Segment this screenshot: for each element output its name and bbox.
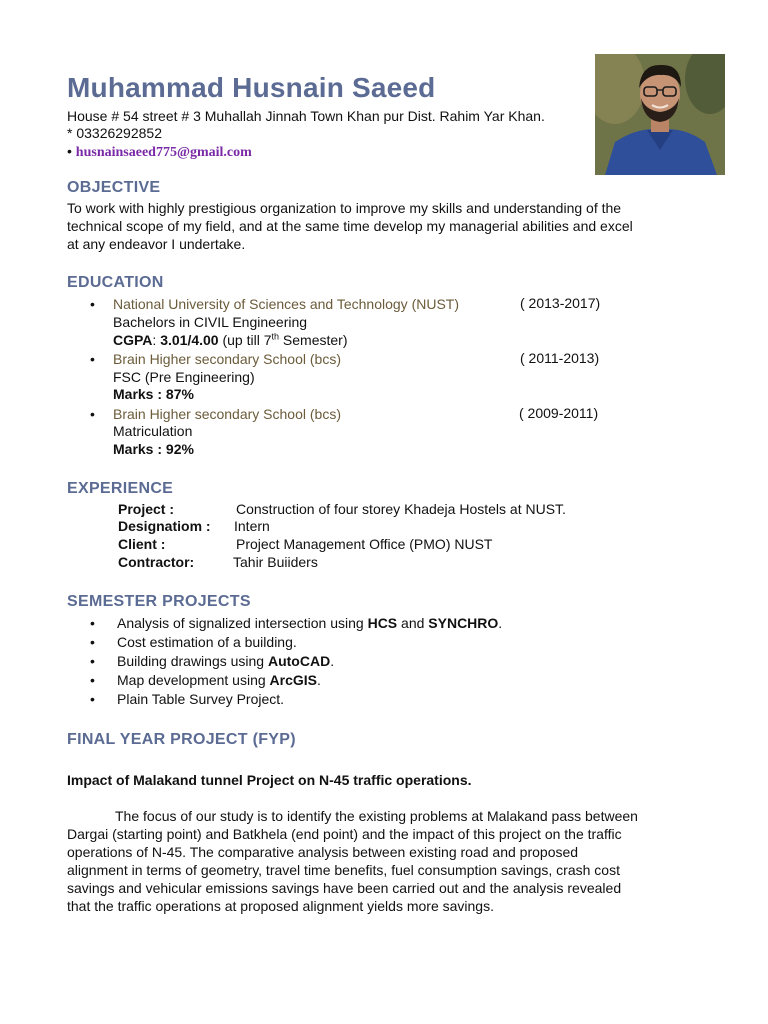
fyp-line: operations of N-45. The comparative analysis between existing road and proposed (67, 844, 579, 860)
semester-project-item (117, 671, 321, 689)
project-bullet: • (90, 672, 95, 688)
experience-value: Intern (234, 518, 270, 534)
project-text: Cost estimation of a building. (117, 634, 297, 650)
education-school: National University of Sciences and Technology (NUST) (113, 296, 460, 312)
education-degree: Matriculation (113, 423, 193, 439)
project-tool: SYNCHRO (428, 615, 499, 631)
education-result: Marks : 87% (113, 386, 194, 402)
semester-project-item (117, 633, 297, 651)
project-text: . (330, 653, 335, 669)
education-result (113, 331, 348, 349)
profile-photo-image (595, 54, 725, 175)
project-text: Plain Table Survey Project. (117, 691, 285, 707)
education-degree: FSC (Pre Engineering) (113, 369, 255, 385)
phone: * 03326292852 (67, 125, 162, 141)
section-title-fyp: FINAL YEAR PROJECT (FYP) (67, 731, 296, 748)
objective-line: technical scope of my field, and at the same time develop my managerial abilities and excel (67, 218, 633, 234)
objective-line: To work with highly prestigious organization to improve my skills and understanding of the (67, 200, 622, 216)
project-text: . (498, 615, 503, 631)
experience-value: Construction of four storey Khadeja Hostels at NUST. (236, 501, 566, 517)
fyp-line: Dargai (starting point) and Batkhela (end point) and the impact of this project on the traffic (67, 826, 622, 842)
profile-photo (595, 54, 725, 175)
education-degree: Bachelors in CIVIL Engineering (113, 314, 308, 330)
experience-value: Tahir Buiiders (233, 554, 318, 570)
objective-line: at any endeavor I undertake. (67, 236, 246, 252)
section-title-experience: EXPERIENCE (67, 480, 174, 497)
project-bullet: • (90, 653, 95, 669)
result-note: (up till 7 (218, 332, 272, 348)
email-bullet: • (67, 143, 72, 159)
fyp-line: alignment in terms of geometry, travel time benefits, fuel consumption savings, crash cost (67, 862, 620, 878)
education-school: Brain Higher secondary School (bcs) (113, 406, 341, 422)
fyp-description (67, 807, 717, 915)
fyp-project-title: Impact of Malakand tunnel Project on N-45 traffic operations. (67, 772, 472, 788)
semester-project-item (117, 614, 502, 632)
experience-label: Contractor: (118, 554, 195, 570)
result-value: 3.01/4.00 (160, 332, 219, 348)
address: House # 54 street # 3 Muhallah Jinnah Town Khan pur Dist. Rahim Yar Khan. (67, 108, 545, 124)
experience-value: Project Management Office (PMO) NUST (236, 536, 493, 552)
project-text: and (397, 615, 429, 631)
education-bullet: • (90, 406, 95, 422)
education-years: ( 2011-2013) (520, 350, 600, 366)
project-text: Building drawings using (117, 653, 268, 669)
project-tool: AutoCAD (267, 653, 331, 669)
semester-project-item (117, 652, 334, 670)
project-bullet: • (90, 615, 95, 631)
project-tool: HCS (367, 615, 398, 631)
email-line (67, 142, 252, 162)
result-label: CGPA (113, 332, 153, 348)
project-text: Map development using (117, 672, 270, 688)
objective-text (67, 199, 707, 253)
project-bullet: • (90, 634, 95, 650)
result-sep: : (152, 332, 161, 348)
result-note-sup: th (271, 331, 280, 342)
project-text: Analysis of signalized intersection using (117, 615, 368, 631)
project-bullet: • (90, 691, 95, 707)
result-note: Semester) (279, 332, 348, 348)
section-title-semester-projects: SEMESTER PROJECTS (67, 593, 251, 610)
fyp-line: The focus of our study is to identify the existing problems at Malakand pass between (115, 808, 638, 824)
project-text: . (317, 672, 321, 688)
email-link[interactable]: husnainsaeed775@gmail.com (75, 145, 252, 160)
education-bullet: • (90, 296, 95, 312)
education-bullet: • (90, 351, 95, 367)
education-result: Marks : 92% (113, 441, 194, 457)
section-title-education: EDUCATION (67, 274, 164, 291)
education-school: Brain Higher secondary School (bcs) (113, 351, 341, 367)
education-years: ( 2013-2017) (520, 295, 601, 311)
education-years: ( 2009-2011) (519, 405, 599, 421)
experience-label: Client : (118, 536, 166, 552)
experience-label: Designatiom : (118, 518, 211, 534)
fyp-line: savings and vehicular emissions savings have been carried out and the analysis revealed (67, 880, 622, 896)
experience-label: Project : (118, 501, 175, 517)
semester-project-item (117, 690, 284, 708)
project-tool: ArcGIS (269, 672, 318, 688)
fyp-line: that the traffic operations at proposed alignment yields more savings. (67, 898, 494, 914)
candidate-name: Muhammad Husnain Saeed (67, 72, 436, 103)
section-title-objective: OBJECTIVE (67, 179, 161, 196)
